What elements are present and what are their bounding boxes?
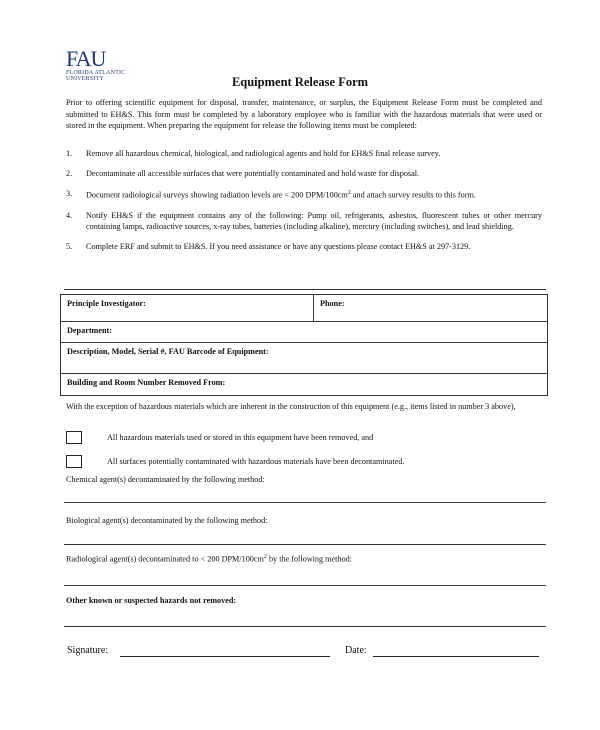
step-text: Complete ERF and submit to EH&S. If you need assistance or have any questions please contact EH&S at 297-3129. xyxy=(86,241,471,251)
chemical-method-label: Chemical agent(s) decontaminated by the following method: xyxy=(66,475,265,484)
materials-removed-label: All hazardous materials used or stored in this equipment have been removed, and xyxy=(107,433,374,442)
step-text-part: Document radiological surveys showing radiation levels are < 200 DPM/100cm xyxy=(86,190,348,200)
table-row xyxy=(61,374,547,395)
building-room-label: Building and Room Number Removed From: xyxy=(67,378,226,387)
description-field[interactable] xyxy=(61,343,547,373)
logo-sub-line2: UNIVERSITY xyxy=(66,76,104,82)
other-hazards-line[interactable] xyxy=(64,626,546,627)
step-text-part: and attach survey results to this form. xyxy=(350,190,476,200)
surfaces-decontaminated-checkbox[interactable] xyxy=(66,455,82,468)
checkbox-row-materials-removed xyxy=(66,431,373,444)
phone-label: Phone: xyxy=(320,299,345,308)
intro-paragraph: Prior to offering scientific equipment for disposal, transfer, maintenance, or surplus, the Equipment Release Form must be completed and submitted to EH&S. This form must be completed by a laboratory employee who is familiar with the hazardous materials that were used or stored in the equipment. When preparing the equipment for release the following items must be completed: xyxy=(66,98,542,130)
step-number: 2. xyxy=(66,169,73,178)
table-row xyxy=(61,343,547,374)
step-5 xyxy=(66,241,542,252)
step-number: 5. xyxy=(66,241,73,251)
principal-investigator-label: Principle Investigator: xyxy=(67,299,146,308)
description-label: Description, Model, Serial #, FAU Barcode of Equipment: xyxy=(67,347,269,356)
steps-list xyxy=(66,148,542,261)
step-text: Notify EH&S if the equipment contains any of the following: Pump oil, refrigerants, asbestos, fluorescent tubes or other mercury containing lamps, radioactive sources, x-ray tubes, batteries (including alkaline), mercury (including switches), and lead shielding. xyxy=(86,210,542,231)
radiological-method-line[interactable] xyxy=(64,585,546,586)
biological-method-line[interactable] xyxy=(64,544,546,545)
step-text: Remove all hazardous chemical, biological, and radiological agents and hold for EH&S final release survey. xyxy=(86,149,441,158)
materials-removed-checkbox[interactable] xyxy=(66,431,82,444)
department-field[interactable] xyxy=(61,322,547,342)
step-1 xyxy=(66,148,542,159)
logo-sub-line1: FLORIDA ATLANTIC xyxy=(66,70,126,76)
date-line[interactable] xyxy=(373,656,539,657)
signature-label: Signature: xyxy=(67,645,109,656)
date-label: Date: xyxy=(345,645,367,656)
step-4 xyxy=(66,210,542,232)
step-number: 4. xyxy=(66,210,73,220)
step-text: Decontaminate all accessible surfaces that were potentially contaminated and hold waste for disposal. xyxy=(86,169,420,178)
chemical-method-line[interactable] xyxy=(64,502,546,503)
building-room-field[interactable] xyxy=(61,374,547,395)
radiological-text-part: by the following method: xyxy=(266,554,352,564)
step-number: 1. xyxy=(66,149,73,158)
superscript: 2 xyxy=(347,190,351,196)
form-title: Equipment Release Form xyxy=(231,75,369,89)
step-2 xyxy=(66,168,542,179)
radiological-method-label xyxy=(66,554,352,564)
exception-paragraph: With the exception of hazardous materials which are inherent in the construction of this equipment (e.g., items listed in number 3 above), xyxy=(66,402,516,411)
table-row xyxy=(61,295,547,322)
table-row xyxy=(61,322,547,343)
superscript: 2 xyxy=(263,554,267,560)
principal-investigator-field[interactable] xyxy=(61,295,314,321)
signature-line[interactable] xyxy=(120,656,330,657)
section-divider xyxy=(64,289,546,290)
info-table xyxy=(60,294,548,396)
checkbox-row-surfaces-decontaminated xyxy=(66,455,404,468)
logo-mark: FAU xyxy=(66,46,106,71)
step-3 xyxy=(66,188,542,201)
step-number: 3. xyxy=(66,189,73,198)
other-hazards-label: Other known or suspected hazards not removed: xyxy=(66,596,237,605)
biological-method-label: Biological agent(s) decontaminated by the following method: xyxy=(66,516,268,525)
radiological-text-part: Radiological agent(s) decontaminated to < 200 DPM/100cm xyxy=(66,554,264,564)
department-label: Department: xyxy=(67,326,113,335)
surfaces-decontaminated-label: All surfaces potentially contaminated with hazardous materials have been decontaminated. xyxy=(107,457,405,466)
step-text xyxy=(86,188,542,201)
phone-field[interactable] xyxy=(314,295,547,321)
